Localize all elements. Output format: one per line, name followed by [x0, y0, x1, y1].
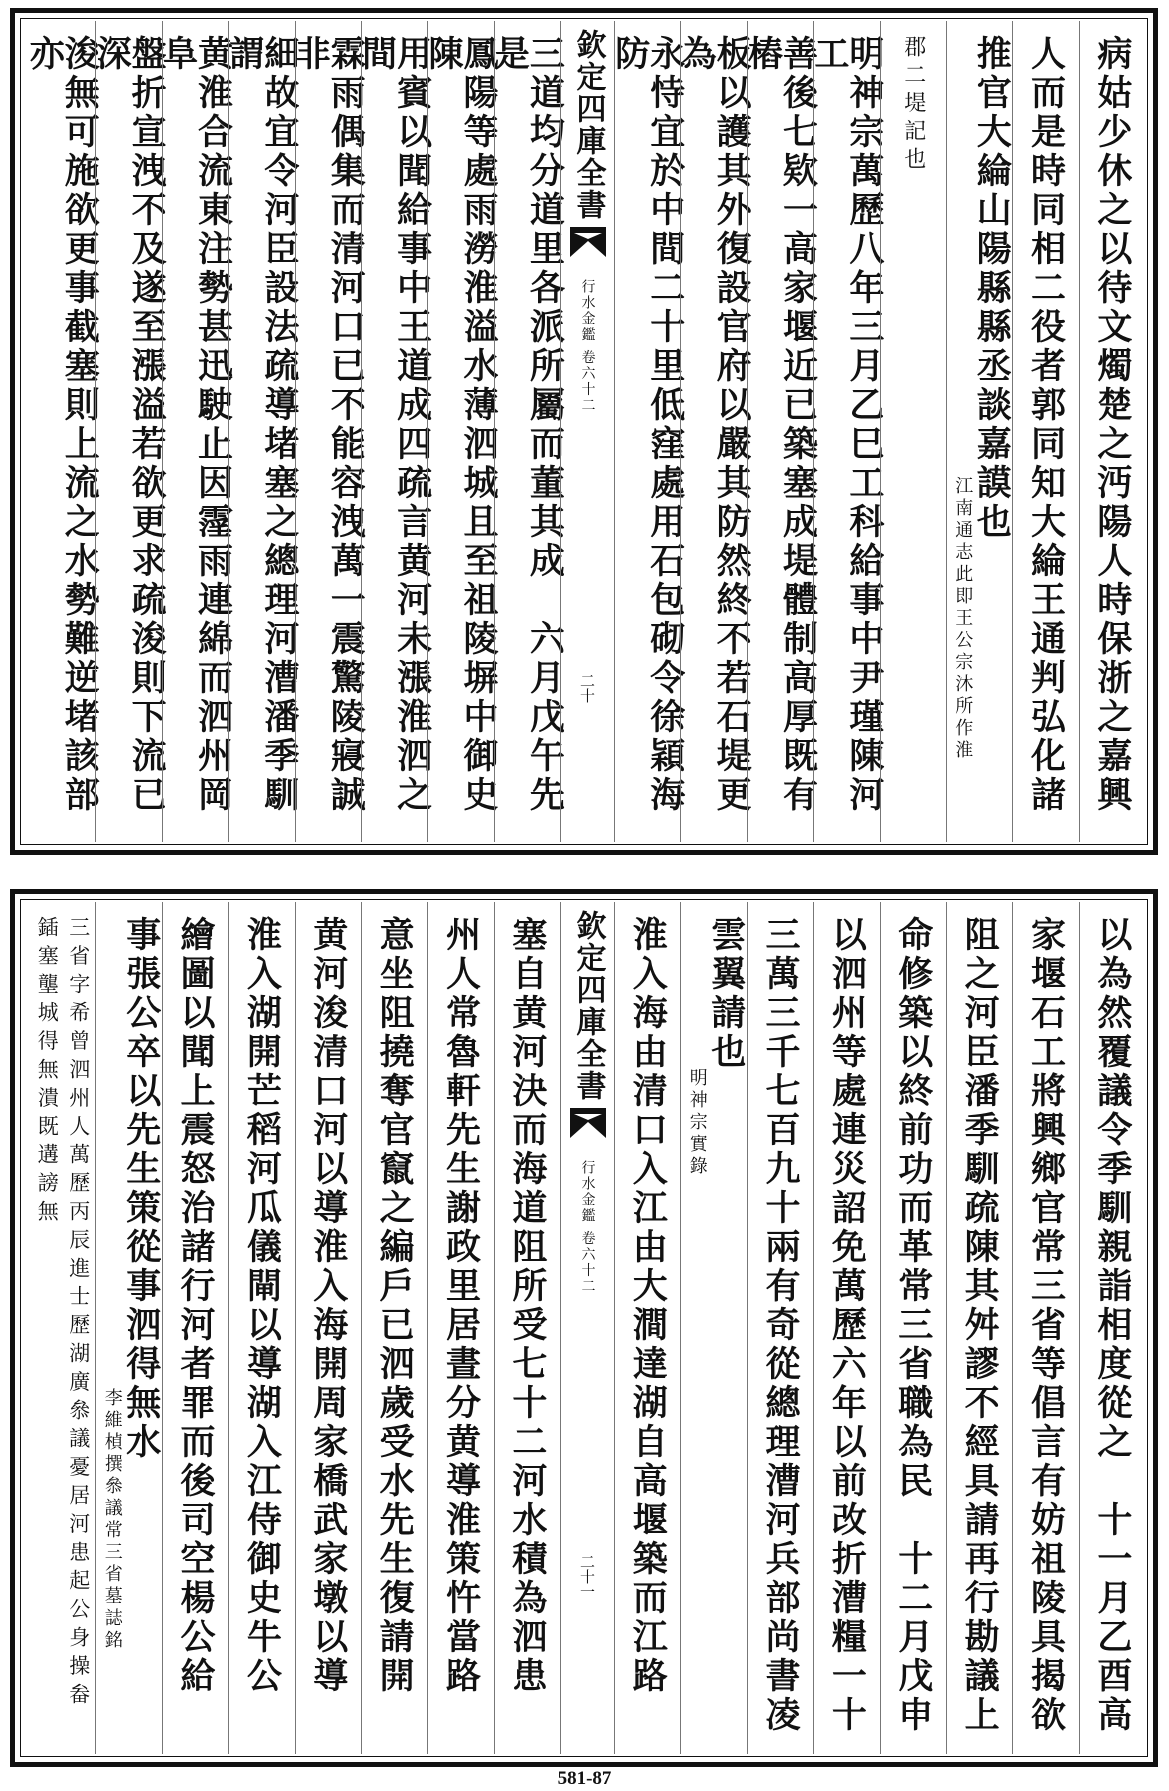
fishtail-mark-icon [570, 1108, 606, 1138]
interlinear-note: 江南通志此即王公宗沐所作淮 [952, 476, 974, 762]
text-column [157, 21, 234, 842]
column-text: 繪圖以聞上震怒治諸行河者罪而後司空楊公給 [174, 916, 216, 1696]
center-fold-rubric [560, 21, 614, 842]
column-text: 淮入湖開芒稻河瓜儀閘以導湖入江侍御史牛公 [241, 916, 283, 1696]
text-column [1079, 21, 1145, 842]
text-column [1079, 902, 1145, 1754]
collection-title: 欽定四庫全書 [570, 29, 606, 221]
text-column [356, 21, 433, 842]
text-column [95, 902, 161, 1754]
text-column [24, 21, 101, 842]
interlinear-note: 郡二堤記也 [900, 35, 926, 175]
text-column [295, 902, 361, 1754]
text-column [880, 21, 946, 842]
column-text: 浚無可施欲更事截塞則上流之水勢難逆堵該部亦 [24, 35, 101, 815]
column-text: 板以護其外復設官府以嚴其防然終不若石堤更為 [676, 35, 753, 815]
text-column [489, 21, 566, 842]
text-column [614, 902, 680, 1754]
column-text: 人而是時同相二役者郭同知大綸王通判弘化諸 [1025, 35, 1067, 815]
column-text: 細故宜令河臣設法疏導堵塞之總理河漕潘季馴謂 [223, 35, 300, 815]
column-text: 三萬三千七百九十兩有奇從總理漕河兵部尚書凌 [759, 916, 801, 1735]
text-column [946, 21, 1012, 842]
column-text: 盤折宣洩不及遂至漲溢若欲更求疏浚則下流已深 [91, 35, 168, 815]
text-column [747, 902, 813, 1754]
text-column [223, 21, 300, 842]
column-text: 黄淮合流東注勢甚迅駛止因霪雨連綿而泗州岡阜 [157, 35, 234, 815]
page-number: 581-87 [557, 1768, 612, 1789]
column-text: 淮入海由清口入江由大澗達湖自高堰築而江路 [627, 916, 669, 1696]
interlinear-note: 三省字希曾泗州人萬歷丙辰進士歷湖廣叅議憂居河患起公身操畚鍤塞壟城得無潰既遘謗無 [35, 916, 91, 1712]
collection-title: 欽定四庫全書 [570, 910, 606, 1102]
text-column [880, 902, 946, 1754]
column-text: 阻之河臣潘季馴疏陳其舛謬不經具請再行勘議上 [959, 916, 1001, 1735]
column-text: 塞自黄河決而海道阻所受七十二河水積為泗患 [506, 916, 548, 1696]
column-text: 三道均分道里各派所屬而董其成 六月戊午先是 [489, 35, 566, 815]
text-column [808, 21, 885, 842]
column-text: 黄河浚清口河以導淮入海開周家橋武家墩以導 [307, 916, 349, 1696]
text-column [1012, 21, 1078, 842]
text-column [361, 902, 427, 1754]
text-column [680, 902, 746, 1754]
column-text: 以為然覆議令季馴親詣相度從之 十一月乙酉高 [1091, 916, 1133, 1735]
top-page [10, 8, 1158, 855]
text-column [29, 902, 95, 1754]
column-text: 明神宗萬歷八年三月乙巳工科給事中尹瑾陳河工 [808, 35, 885, 815]
text-column [1012, 902, 1078, 1754]
text-column [427, 902, 493, 1754]
column-text: 事張公卒以先生策從事泗得無水 [120, 916, 162, 1462]
text-column [290, 21, 367, 842]
text-column [742, 21, 819, 842]
top-page-columns [23, 21, 1145, 842]
bottom-page [10, 889, 1158, 1767]
folio-number: 二十一 [578, 1554, 596, 1600]
column-text: 鳳陽等處雨澇淮溢水薄泗城且至祖陵塀中御史陳 [422, 35, 499, 815]
text-column [162, 902, 228, 1754]
text-column [813, 902, 879, 1754]
center-fold-rubric [560, 902, 614, 1754]
book-title-chapter: 行水金鑑 卷六十二 [579, 1160, 596, 1295]
column-text: 推官大綸山陽縣縣丞談嘉謨也 [971, 35, 1013, 542]
column-text: 命修築以終前功而革常三省職為民 十二月戊申 [892, 916, 934, 1735]
column-text: 善後七欵一高家堰近已築塞成堤體制高厚既有樁 [742, 35, 819, 815]
column-text: 意坐阻撓奪官竄之編戶已泗歲受水先生復請開 [374, 916, 416, 1696]
column-text: 用賓以聞給事中王道成四疏言黄河未漲淮泗之間 [356, 35, 433, 815]
text-column [494, 902, 560, 1754]
text-column [609, 21, 686, 842]
fishtail-mark-icon [570, 227, 606, 257]
column-text: 家堰石工將興鄉官常三省等倡言有妨祖陵具揭欲 [1025, 916, 1067, 1735]
text-column [228, 902, 294, 1754]
folio-number: 二十 [578, 673, 596, 704]
text-column [91, 21, 168, 842]
column-text: 以泗州等處連災詔免萬歷六年以前改折漕糧一十 [826, 916, 868, 1735]
interlinear-note: 明神宗實錄 [686, 1068, 708, 1178]
column-text: 州人常魯軒先生謝政里居晝分黄導淮策忤當路 [440, 916, 482, 1696]
column-text: 永恃宜於中間二十里低窪處用石包砌令徐穎海防 [609, 35, 686, 815]
column-text: 病姑少休之以待文燭楚之沔陽人時保浙之嘉興 [1091, 35, 1133, 815]
column-text: 霖雨偶集而清河口已不能容洩萬一震驚陵寢誠非 [290, 35, 367, 815]
text-column [946, 902, 1012, 1754]
book-title-chapter: 行水金鑑 卷六十二 [579, 279, 596, 414]
text-column [676, 21, 753, 842]
bottom-page-columns [23, 902, 1145, 1754]
text-column [422, 21, 499, 842]
column-text: 雲翼請也 [705, 916, 747, 1072]
interlinear-note: 李維楨撰叅議常三省墓誌銘 [101, 1388, 123, 1652]
